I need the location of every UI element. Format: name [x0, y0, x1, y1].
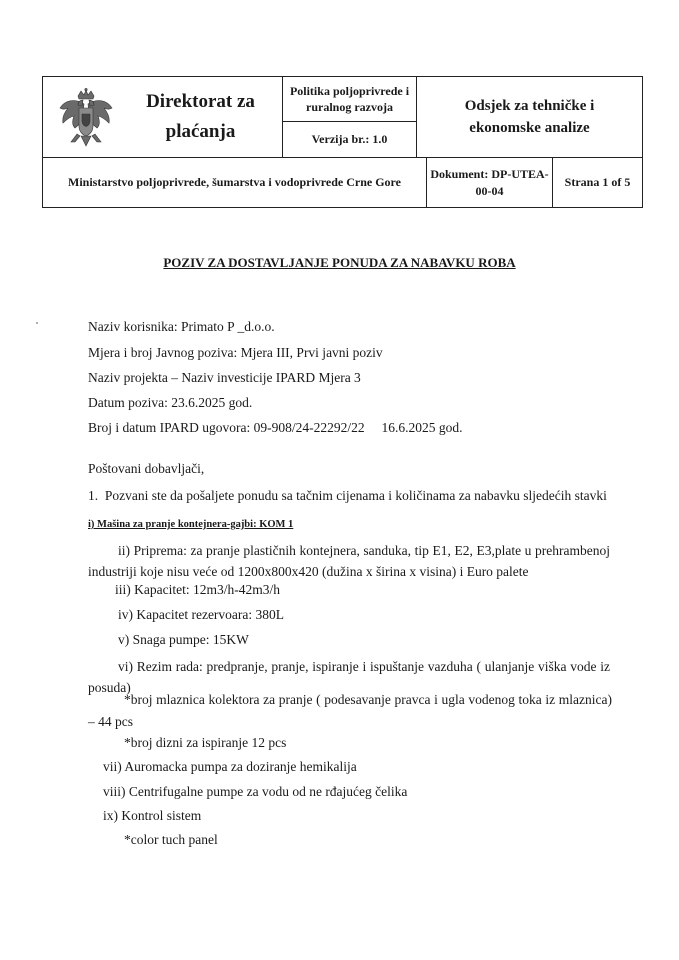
page-number: Strana 1 of 5: [553, 158, 643, 208]
document-id: Dokument: DP-UTEA-00-04: [427, 158, 553, 208]
department-name: Odsjek za tehničke i ekonomske analize: [464, 98, 595, 136]
org-name: Direktorat za plaćanja: [146, 91, 255, 142]
ministry-name: Ministarstvo poljoprivrede, šumarstva i vodoprivrede Crne Gore: [43, 158, 427, 208]
item-priprema: ii) Priprema: za pranje plastičnih kontejnera, sanduka, tip E1, E2, E3,plate u prehrambenoj industriji koje nisu veće od 1200x800x420 (dužina x širina x visina) i Euro palete: [88, 543, 610, 579]
info-project: Naziv projekta – Naziv investicije IPARD Mjera 3: [88, 370, 361, 385]
item-snaga: v) Snaga pumpe: 15KW: [118, 632, 249, 647]
info-measure: Mjera i broj Javnog poziva: Mjera III, Prvi javni poziv: [88, 345, 383, 360]
scan-speck: [36, 322, 38, 324]
item-dizne: *broj dizni za ispiranje 12 pcs: [124, 735, 287, 750]
brand-cell: [43, 77, 283, 158]
document-header-table: [42, 76, 643, 208]
info-beneficiary: Naziv korisnika: Primato P _d.o.o.: [88, 319, 275, 334]
policy-name: Politika poljoprivrede i ruralnog razvoja: [283, 77, 416, 122]
greeting: Poštovani dobavljači,: [88, 461, 205, 476]
item-centrifugalne: viii) Centrifugalne pumpe za vodu od ne rđajućeg čelika: [103, 784, 408, 799]
item-kontrol: ix) Kontrol sistem: [103, 808, 202, 823]
version-label: Verzija br.: 1.0: [311, 132, 388, 146]
info-date: Datum poziva: 23.6.2025 god.: [88, 395, 253, 410]
item-rezim: vi) Rezim rada: predpranje, pranje, ispiranje i ispuštanje vazduha ( ulanjanje viška vode iz posuda): [88, 659, 610, 695]
item-kapacitet: iii) Kapacitet: 12m3/h-42m3/h: [115, 582, 280, 597]
section-heading: i) Mašina za pranje kontejnera-gajbi: KOM 1: [88, 519, 294, 530]
item-panel: *color tuch panel: [124, 832, 218, 847]
document-title: POZIV ZA DOSTAVLJANJE PONUDA ZA NABAVKU ROBA: [163, 255, 516, 270]
info-contract: Broj i datum IPARD ugovora: 09-908/24-22292/22 16.6.2025 god.: [88, 420, 463, 435]
item-mlaznice: *broj mlaznica kolektora za pranje ( podesavanje pravca i ugla vodenog toka iz mlaznica) – 44 pcs: [88, 692, 612, 729]
intro-item-1: 1. Pozvani ste da pošaljete ponudu sa tačnim cijenama i količinama za nabavku sljedećih stavki: [88, 488, 607, 503]
montenegro-coat-of-arms-icon: [57, 88, 115, 150]
department-cell: [417, 77, 643, 158]
item-pumpa-doziranje: vii) Auromacka pumpa za doziranje hemikalija: [103, 759, 357, 774]
item-rezervoar: iv) Kapacitet rezervoara: 380L: [118, 607, 285, 622]
policy-version-cell: [283, 77, 417, 158]
